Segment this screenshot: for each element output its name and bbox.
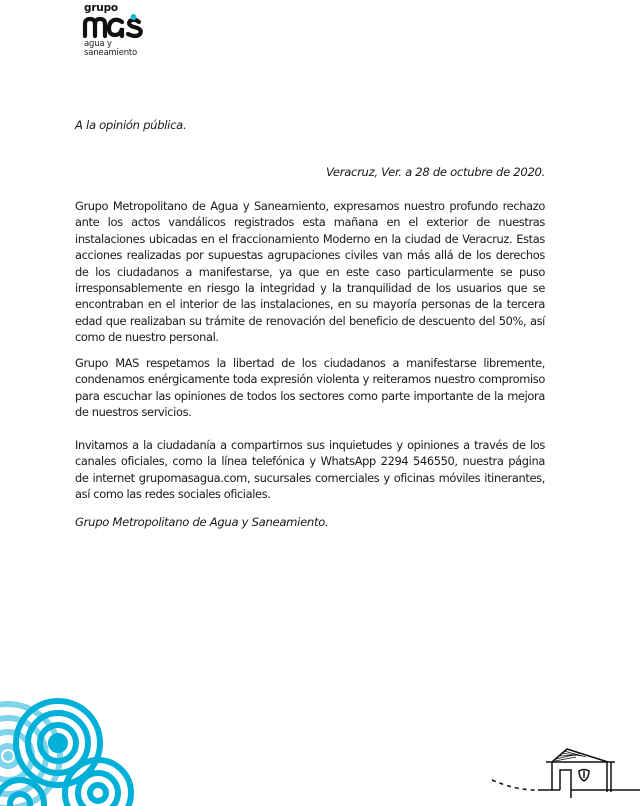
house-line-icon (470, 740, 640, 806)
signature: Grupo Metropolitano de Agua y Saneamiento. (75, 515, 329, 529)
paragraph-3 (75, 437, 545, 503)
paragraph-3-text: Invitamos a la ciudadanía a compartirnos sus inquietudes y opiniones a través de los canales oficiales, como la línea telefónica y WhatsApp 2294 546550, nuestra página de internet grupomasagua.com, sucursales comerciales y oficinas móviles itinerantes, así como las redes sociales oficiales. (75, 438, 545, 502)
logo-subtitle-line2: saneamiento (84, 48, 138, 58)
paragraph-1-text: Grupo Metropolitano de Agua y Saneamiento, expresamos nuestro profundo rechazo ante los actos vandálicos registrados esta mañana en el exterior de nuestras instalaciones ubicadas en el fraccionamiento Moderno en la ciudad de Veracruz. Estas acciones realizadas por supuestas agrupaciones civiles van más allá de los derechos de los ciudadanos a manifestarse, ya que en este caso particularmente se puso irresponsablemente en riesgo la integridad y la tranquilidad de los usuarios que se encontraban en el interior de las instalaciones, en su mayoría personas de la tercera edad que realizaban su trámite de renovación del beneficio de descuento del 50%, así como de nuestro personal. (75, 199, 545, 345)
water-ripples-icon (0, 690, 140, 806)
paragraph-1 (75, 198, 545, 346)
paragraph-2-text: Grupo MAS respetamos la libertad de los ciudadanos a manifestarse libremente, condenamos enérgicamente toda expresión violenta y reiteramos nuestro compromiso para escuchar las opiniones de todos los sectores como parte importante de la mejora de nuestros servicios. (75, 356, 545, 420)
salutation: A la opinión pública. (75, 118, 187, 132)
logo-subtitle-line1: agua y (84, 39, 112, 49)
paragraph-2 (75, 355, 545, 421)
dateline: Veracruz, Ver. a 28 de octubre de 2020. (325, 165, 545, 179)
logo-grupo-text: grupo (84, 2, 118, 14)
